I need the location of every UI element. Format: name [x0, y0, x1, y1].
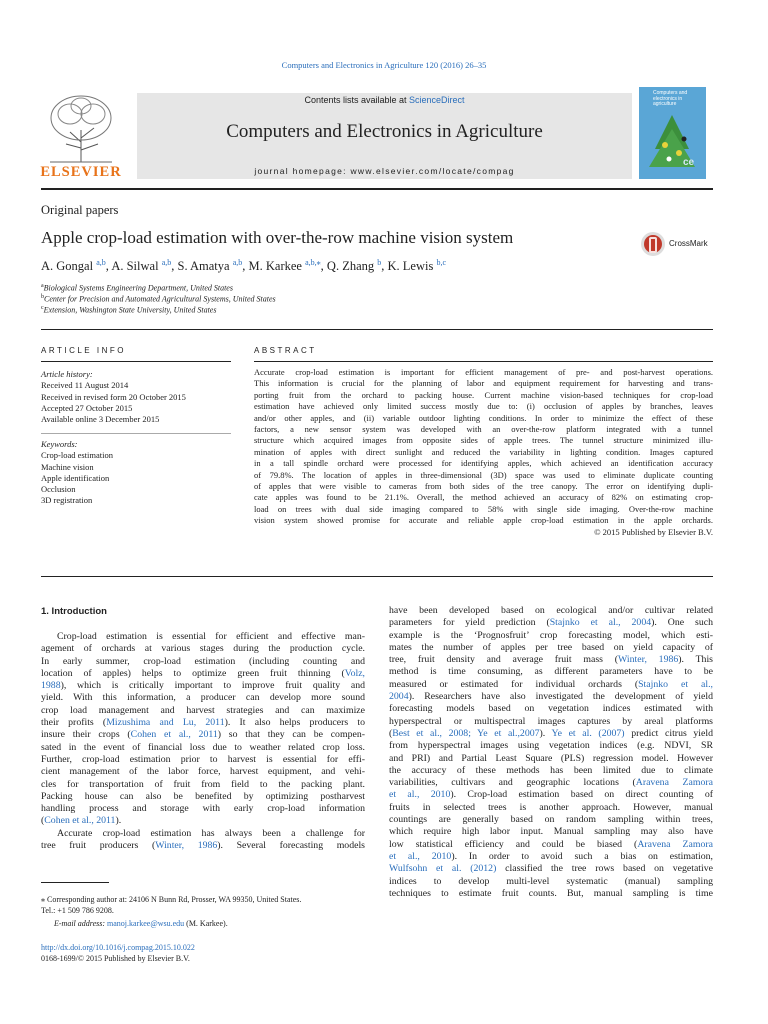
cover-text: Computers and electronics in agriculture: [653, 90, 688, 107]
affiliation-a: [41, 283, 233, 293]
history-item: Received 11 August 2014: [41, 380, 129, 391]
text-run: and PRI) and Partial Least Square (PLS) regression model. However: [389, 752, 713, 764]
body-text-line: [41, 766, 365, 778]
body-text-line: [389, 826, 713, 838]
body-text-line: [389, 789, 713, 801]
text-run: ). This: [678, 654, 713, 666]
info-rule: [41, 361, 231, 362]
journal-cover-image: [639, 87, 706, 179]
text-run: ). It also helps producers to: [224, 717, 365, 729]
abstract-body: [254, 367, 713, 538]
contents-line: [137, 95, 632, 105]
text-run: variabilities, cultivars and geographic locations (: [389, 777, 636, 789]
body-text-line: [41, 791, 365, 803]
email-after: (M. Karkee).: [184, 919, 228, 928]
contents-prefix: Contents lists available at: [304, 95, 410, 105]
author-name[interactable]: S. Amatya: [177, 259, 233, 274]
body-text-line: [41, 631, 365, 643]
text-run: low statistical efficiency and could be biased (: [389, 838, 638, 850]
body-text-line: [41, 754, 365, 766]
abstract-line: load on trees with dual side imaging compared to 58% with single side imaging. Over-the-row machine: [254, 503, 713, 514]
affiliation-mark: b: [41, 294, 44, 300]
text-run: ). Several forecasting models: [217, 840, 365, 852]
text-run: ). Researchers have also investigated the development of yield: [408, 691, 713, 703]
title-rule: [41, 329, 713, 330]
body-text-line: [389, 617, 713, 629]
doi-link[interactable]: [41, 942, 195, 953]
body-text-line: [389, 863, 713, 875]
body-text-line: [389, 642, 713, 654]
citation-link[interactable]: Ye et al. (2007): [551, 727, 625, 739]
text-run: location of apples) helps to optimize green fruit thinning (: [41, 667, 345, 679]
author-separator: ,: [105, 259, 112, 274]
header-rule: [41, 188, 713, 190]
keyword: Apple identification: [41, 472, 110, 483]
text-run: indices to develop multi-level systematic (manual) sampling: [389, 875, 713, 887]
journal-title: Computers and Electronics in Agriculture: [226, 121, 543, 142]
abstract-line: mination of apples with direct sunlight and reduced the variability in lighting condition. Images captured: [254, 446, 713, 457]
text-run: have been developed based on ecological and/or cultivar related: [389, 605, 713, 616]
text-run: from hyperspectral images using vegetation indices (e.g. NDVI, SR: [389, 740, 713, 752]
abstract-copyright: © 2015 Published by Elsevier B.V.: [594, 526, 713, 537]
abstract-heading: ABSTRACT: [254, 346, 317, 355]
doi-text[interactable]: http://dx.doi.org/10.1016/j.compag.2015.10.022: [41, 943, 195, 952]
abstract-rule: [254, 361, 713, 362]
footnote-rule: [41, 882, 109, 883]
text-run: techniques to estimate fruit counts. But, manual sampling is time: [389, 887, 713, 899]
citation-link[interactable]: Best et al., 2008; Ye et al.,2007: [392, 727, 540, 739]
author-affiliation-marks[interactable]: a,b: [161, 258, 172, 267]
author-name[interactable]: Q. Zhang: [326, 259, 378, 274]
sciencedirect-link[interactable]: ScienceDirect: [409, 95, 465, 105]
body-text-line: [389, 753, 713, 765]
abstract-line: porting fruit from the orchard to packing house. Current machine vision-based techniques for crop-load: [254, 389, 713, 400]
citation-link[interactable]: Stajnko et al., 2004: [549, 617, 652, 629]
body-text-line: [41, 828, 365, 840]
abstract-line: structure which acquired images from opposite sides of apple trees. The tunnel structure minimized illu-: [254, 435, 713, 446]
text-run: example is the ‘Prognosfruit’ crop forecasting model, which esti-: [389, 629, 713, 641]
abstract-line: cate apples was found to be 21.1%. Overall, the method achieved an accuracy of 82% on estimating crop-: [254, 492, 713, 503]
body-text-line: [41, 680, 365, 692]
svg-text:ce: ce: [683, 157, 695, 168]
text-run: ), which is critically important to improve fruit quality and: [60, 680, 365, 692]
body-text-line: [389, 777, 713, 789]
text-run: (: [41, 815, 45, 827]
text-run: agement of orchards at various stages during the production cycle.: [41, 643, 365, 655]
citation-link[interactable]: Winter, 1986: [155, 840, 218, 852]
body-text-line: [389, 765, 713, 777]
journal-homepage[interactable]: journal homepage: www.elsevier.com/locate/compag: [254, 166, 515, 176]
body-text-line: [389, 888, 713, 900]
citation-link[interactable]: Volz,: [344, 667, 365, 679]
text-run: Crop-load estimation is essential for efficient and effective man-: [57, 631, 365, 642]
author-separator: ,: [381, 259, 388, 274]
affiliation-mark: a: [41, 283, 44, 289]
crossmark-label: CrossMark: [669, 239, 708, 248]
body-rule: [41, 576, 713, 577]
citation-link[interactable]: Winter, 1986: [618, 654, 679, 666]
abstract-line: Accurate crop-load estimation is important for efficient management of pre- and post-harvest operations.: [254, 367, 713, 377]
text-run: ) so that they can be compen-: [217, 729, 365, 741]
text-run: tree, fruit density and average fruit mass (: [389, 654, 619, 666]
author-name[interactable]: M. Karkee: [248, 259, 306, 274]
text-run: forecasting models based on vegetation indices estimated with: [389, 703, 713, 715]
body-text-line: [389, 605, 713, 617]
body-text-line: [389, 679, 713, 691]
body-text-line: [41, 717, 365, 729]
author-affiliation-marks[interactable]: b: [377, 258, 382, 267]
footnote-corresponding: ⁎ Corresponding author at: 24106 N Bunn Rd, Prosser, WA 99350, United States.: [41, 895, 302, 904]
text-run: yield. With this information, a producer can develop more sound: [41, 692, 365, 704]
affiliation-b: [41, 294, 276, 304]
affiliation-mark: c: [41, 305, 44, 311]
body-text-line: [389, 740, 713, 752]
text-run: In early summer, crop-load estimation (including counting and: [41, 655, 365, 667]
keywords: [41, 439, 231, 507]
text-run: the accuracy of these methods has been limited due to climate: [389, 764, 713, 776]
text-run: ). Crop-load estimation based on direct counting of: [450, 789, 713, 801]
article-info-heading: ARTICLE INFO: [41, 346, 126, 355]
text-run: which require high labor input. Manual sampling may also have: [389, 826, 713, 838]
footnote-email: [54, 918, 228, 929]
body-text-line: [389, 666, 713, 678]
citation-link[interactable]: et al., 2010: [389, 789, 451, 801]
body-text-line: [389, 728, 713, 740]
text-run: Packing house can also be benefited by optimizing postharvest: [41, 790, 365, 802]
author-name[interactable]: A. Gongal: [41, 259, 97, 274]
text-run: handling process and storage with early crop-load information: [41, 803, 365, 815]
abstract-line: estimation have achieved only limited success mostly due to: (i) occlusion of apples by branches, leaves: [254, 401, 713, 412]
abstract-line: This information is crucial for the planning of labor and equipment requirement for harvesting and trans-: [254, 378, 713, 389]
author-separator: ,: [320, 259, 327, 274]
text-run: measured or estimated for individual orchards (: [389, 678, 639, 690]
elsevier-wordmark: ELSEVIER: [40, 164, 122, 180]
text-run: Further, crop-load estimation prior to harvest is essential for effi-: [41, 753, 365, 765]
text-run: classified the tree rows based on vegetative: [496, 863, 713, 875]
body-text-line: [41, 803, 365, 815]
keyword: 3D registration: [41, 495, 93, 506]
text-run: predict citrus yield: [624, 727, 714, 739]
abstract-line: in a tall spindle orchard were processed for identifying apples, which achieved an identification accuracy: [254, 458, 713, 469]
section-heading-introduction: 1. Introduction: [41, 606, 107, 617]
text-run: hyperspectral or multispectral images captures by areal platforms: [389, 715, 713, 727]
citation-link[interactable]: Aravena Zamora: [637, 838, 713, 850]
text-run: method is time consuming, as different parameters have to be: [389, 666, 713, 678]
abstract-line: vision system showed promise for accurate and reliable apple crop-load estimation in the apple orchards.: [254, 515, 713, 526]
text-run: ).: [539, 727, 552, 739]
article-history: [41, 369, 231, 425]
text-run: countings are generally based on random sampling within trees,: [389, 814, 713, 826]
history-item: Accepted 27 October 2015: [41, 402, 133, 413]
citation-link[interactable]: 2004: [389, 691, 409, 703]
body-text-line: [41, 705, 365, 717]
history-item: Available online 3 December 2015: [41, 414, 160, 425]
article-title: Apple crop-load estimation with over-the-row machine vision system: [41, 228, 514, 247]
body-text-line: [41, 668, 365, 680]
email-link[interactable]: manoj.karkee@wsu.edu: [107, 919, 185, 928]
text-run: tree fruit producers (: [41, 840, 156, 852]
body-text-line: [41, 742, 365, 754]
citation-link[interactable]: Stajnko et al.,: [638, 678, 713, 690]
text-run: ). In order to avoid such a bias on estimation,: [451, 850, 714, 862]
body-text-line: [389, 654, 713, 666]
journal-reference[interactable]: Computers and Electronics in Agriculture 120 (2016) 26–35: [281, 60, 487, 70]
author-affiliation-marks[interactable]: b,c: [436, 258, 447, 267]
text-run: (: [389, 727, 393, 739]
crossmark-badge[interactable]: [640, 229, 714, 259]
author-affiliation-marks[interactable]: a,b: [96, 258, 106, 267]
body-text-line: [389, 814, 713, 826]
text-run: mates the number of apples per tree based on yield capacity of: [389, 641, 713, 653]
body-text-line: [41, 643, 365, 655]
body-text-line: [389, 691, 713, 703]
keyword: Occlusion: [41, 484, 76, 495]
body-text-line: [389, 630, 713, 642]
body-text-line: [389, 802, 713, 814]
citation-link[interactable]: Mizushima and Lu, 2011: [106, 717, 225, 729]
footnote-tel: Tel.: +1 509 786 9208.: [41, 906, 114, 915]
text-run: insure their crops (: [41, 729, 131, 741]
history-label: Article history:: [41, 369, 93, 379]
article-section-type: Original papers: [41, 203, 119, 217]
citation-link[interactable]: et al., 2010: [389, 850, 452, 862]
body-text-line: [389, 851, 713, 863]
body-text-line: [41, 656, 365, 668]
author-list: [41, 258, 446, 274]
body-text-line: [389, 876, 713, 888]
crossmark-icon: [640, 229, 670, 259]
abstract-line: of apples that were visible to cameras from both sides of the tree canopy. The error on identifying dupli-: [254, 481, 713, 492]
text-run: fruits in selected trees is another approach. However, manual: [389, 801, 713, 813]
text-run: crop load management and harvest strategies and can maximize: [41, 704, 365, 716]
history-item: Received in revised form 20 October 2015: [41, 391, 186, 402]
keyword: Crop-load estimation: [41, 450, 114, 461]
citation-link[interactable]: Cohen et al., 2011: [44, 815, 116, 827]
citation-link[interactable]: Cohen et al., 2011: [130, 729, 218, 741]
body-text-line: [41, 815, 365, 827]
affiliation-text: Biological Systems Engineering Department, United States: [43, 283, 233, 293]
keywords-rule: [41, 433, 231, 434]
author-name[interactable]: K. Lewis: [387, 259, 437, 274]
affiliation-c: [41, 305, 216, 315]
keyword: Machine vision: [41, 461, 94, 472]
author-separator: ,: [242, 259, 249, 274]
author-name[interactable]: A. Silwal: [111, 259, 162, 274]
author-affiliation-marks[interactable]: a,b: [232, 258, 243, 267]
body-text-line: [389, 839, 713, 851]
body-text-line: [41, 692, 365, 704]
text-run: ).: [115, 815, 122, 827]
text-run: their profits (: [41, 717, 107, 729]
abstract-line: factors, a new sensor system was developed with an over-the-row platform integrated with a tunnel: [254, 424, 713, 435]
abstract-line: and/or other apples, and (ii) variable outdoor lighting conditions. In order to minimize the effect of these: [254, 412, 713, 423]
text-run: cient management of the labor force, harvest equipment, and vehi-: [41, 766, 365, 778]
text-run: ). One such: [651, 617, 713, 629]
body-text-line: [41, 840, 365, 852]
citation-link[interactable]: 1988: [41, 680, 61, 692]
body-left-column: [41, 631, 365, 852]
text-run: cles for transportation of fruit from field to the packing plant.: [41, 778, 365, 790]
text-run: Accurate crop-load estimation has always been a challenge for: [57, 827, 365, 839]
affiliation-text: Center for Precision and Automated Agricultural Systems, United States: [44, 294, 276, 304]
keywords-label: Keywords:: [41, 439, 78, 449]
author-separator: ,: [171, 259, 178, 274]
body-right-column: [389, 605, 713, 900]
body-text-line: [41, 779, 365, 791]
body-text-line: [389, 716, 713, 728]
abstract-line: of 79.8%. The location of apples in three-dimensional (3D) space was used to eliminate duplicate counting: [254, 469, 713, 480]
affiliation-text: Extension, Washington State University, United States: [43, 305, 217, 315]
body-text-line: [41, 729, 365, 741]
body-text-line: [389, 703, 713, 715]
issn-copyright: 0168-1699/© 2015 Published by Elsevier B.V.: [41, 954, 190, 963]
citation-link[interactable]: Aravena Zamora: [635, 777, 713, 789]
text-run: sated in the event of financial loss due to weather related crop loss.: [41, 741, 365, 753]
email-label: E-mail address:: [54, 919, 108, 928]
citation-link[interactable]: Wulfsohn et al. (2012): [389, 863, 497, 875]
author-affiliation-marks[interactable]: a,b,⁎: [305, 258, 321, 267]
text-run: parameters for yield prediction (: [389, 617, 550, 629]
